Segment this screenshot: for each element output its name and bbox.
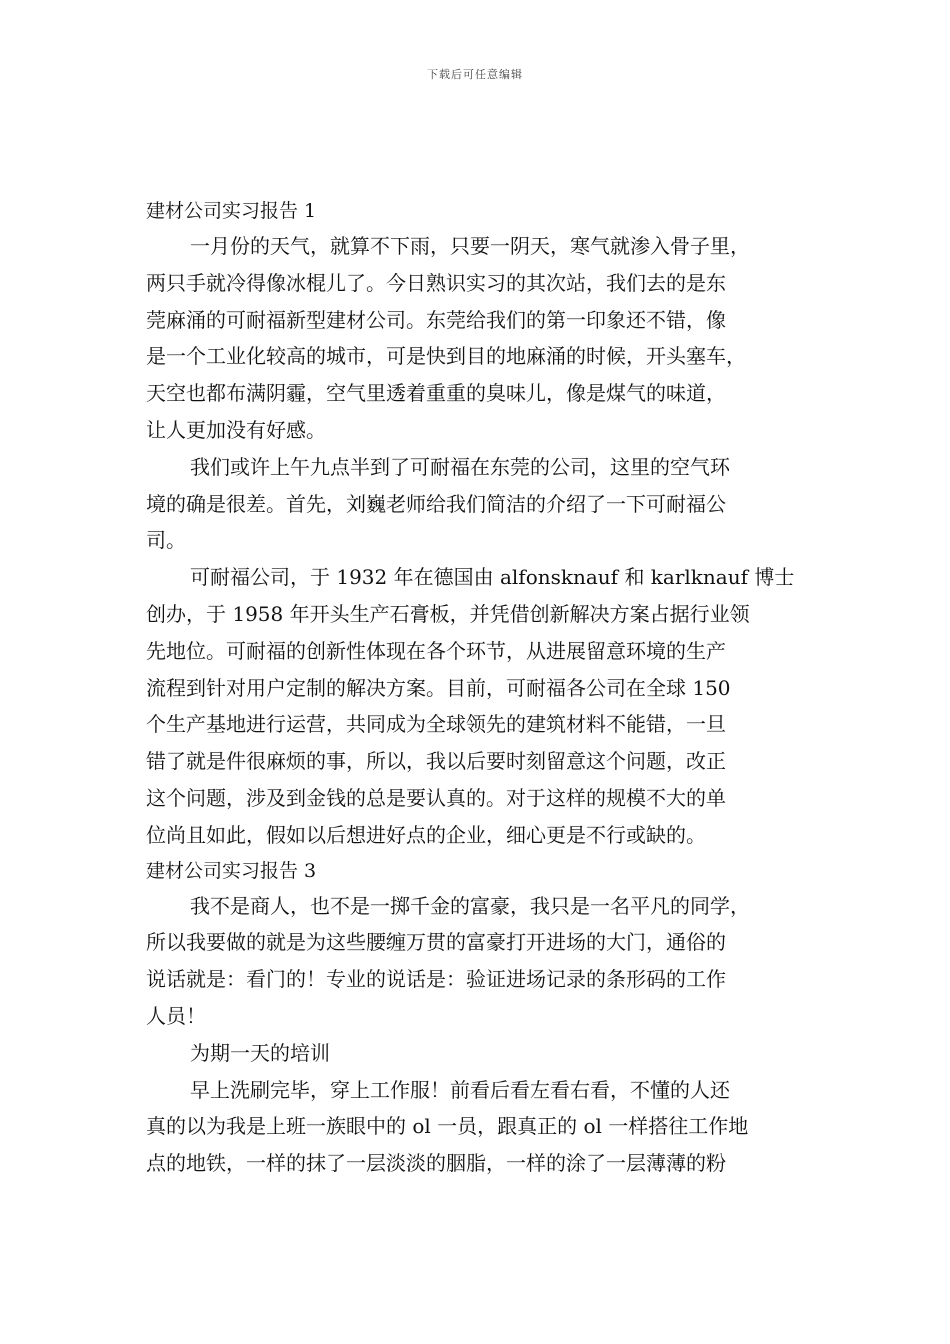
text-line: 境的确是很差。首先，刘巍老师给我们简洁的介绍了一下可耐福公 (146, 491, 726, 516)
text-line: 人员！ (146, 1003, 206, 1028)
paragraph (146, 1035, 810, 1072)
text-line: 莞麻涌的可耐福新型建材公司。东莞给我们的第一印象还不错，像 (146, 307, 726, 332)
paragraph (146, 228, 810, 449)
text-line: 两只手就冷得像冰棍儿了。今日熟识实习的其次站，我们去的是东 (146, 270, 726, 295)
text-line: 让人更加没有好感。 (146, 417, 326, 442)
text-line: 真的以为我是上班一族眼中的 ol 一员，跟真正的 ol 一样搭往工作地 (146, 1114, 749, 1139)
text-line: 个生产基地进行运营，共同成为全球领先的建筑材料不能错，一旦 (146, 712, 726, 737)
text-line: 错了就是件很麻烦的事，所以，我以后要时刻留意这个问题，改正 (146, 749, 726, 774)
paragraph (146, 888, 810, 1035)
text-line: 我不是商人，也不是一掷千金的富豪，我只是一名平凡的同学， (190, 893, 750, 918)
section-title: 建材公司实习报告 3 (146, 859, 317, 882)
text-line: 为期一天的培训 (190, 1040, 330, 1065)
text-line: 天空也都布满阴霾，空气里透着重重的臭味儿，像是煤气的味道， (146, 381, 726, 406)
text-line: 点的地铁，一样的抹了一层淡淡的胭脂，一样的涂了一层薄薄的粉 (146, 1151, 726, 1176)
text-line: 位尚且如此，假如以后想进好点的企业，细心更是不行或缺的。 (146, 822, 706, 847)
text-line: 早上洗刷完毕，穿上工作服！前看后看左看右看，不懂的人还 (190, 1077, 730, 1102)
text-line: 是一个工业化较高的城市，可是快到目的地麻涌的时候，开头塞车， (146, 344, 746, 369)
section-title: 建材公司实习报告 1 (146, 200, 317, 222)
text-line: 可耐福公司，于 1932 年在德国由 alfonsknauf 和 karlknauf 博士 (190, 565, 795, 590)
text-line: 所以我要做的就是为这些腰缠万贯的富豪打开进场的大门，通俗的 (146, 930, 726, 955)
text-line: 我们或许上午九点半到了可耐福在东莞的公司，这里的空气环 (190, 454, 730, 479)
text-line: 先地位。可耐福的创新性体现在各个环节，从进展留意环境的生产 (146, 638, 726, 663)
text-line: 这个问题，涉及到金钱的总是要认真的。对于这样的规模不大的单 (146, 785, 726, 810)
text-line: 司。 (146, 528, 186, 553)
text-line: 一月份的天气，就算不下雨，只要一阴天，寒气就渗入骨子里， (190, 234, 750, 258)
text-line: 说话就是：看门的！专业的说话是：验证进场记录的条形码的工作 (146, 967, 726, 992)
text-line: 流程到针对用户定制的解决方案。目前，可耐福各公司在全球 150 (146, 675, 731, 700)
paragraph (146, 1072, 810, 1182)
document-body (146, 190, 810, 1182)
paragraph (146, 559, 810, 853)
paragraph (146, 449, 810, 559)
page-header-note: 下载后可任意编辑 (427, 68, 523, 81)
text-line: 创办，于 1958 年开头生产石膏板，并凭借创新解决方案占据行业领 (146, 601, 750, 626)
